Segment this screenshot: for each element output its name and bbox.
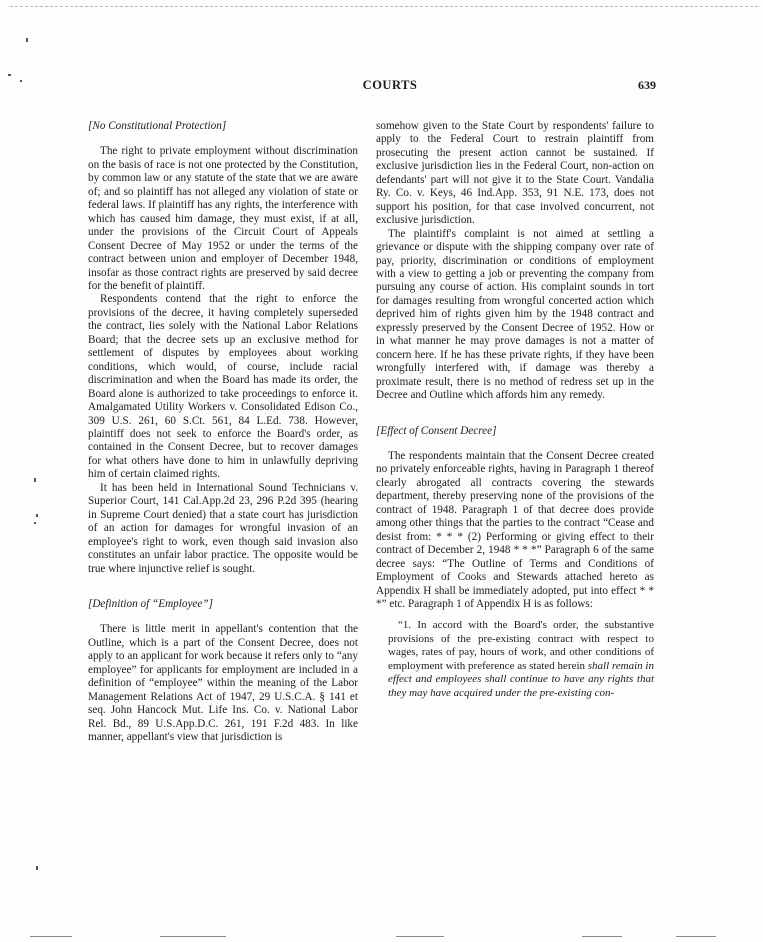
- scan-mark: [34, 522, 36, 524]
- paragraph: The respondents maintain that the Consent Decree created no privately enforceable rights, having in Paragraph 1 thereof clearly abrogated all contracts covering the stewards department, thereby preserving none of the provisions of the contract of 1948. Paragraph 1 of that decree does provide among other things that the parties to the contract “Cease and desist from: * * * (2) Performing or giving effect to their contract of December 2, 1948 * * *” Paragraph 6 of the same decree says: “The Outline of Terms and Conditions of Employment of Cooks and Stewards attached hereto as Appendix H shall be immediately adopted, put into effect * * *” etc. Paragraph 1 of Appendix H is as follows:: [376, 449, 654, 610]
- bottom-rule: [160, 936, 226, 937]
- left-column: [88, 120, 358, 744]
- section-heading-effect-of-consent-decree: [Effect of Consent Decree]: [376, 424, 497, 437]
- running-header-title: COURTS: [362, 78, 418, 92]
- bottom-rule: [396, 936, 444, 937]
- paragraph: Respondents contend that the right to enforce the provisions of the decree, it having completely superseded the contract, lies solely with the National Labor Relations Board; that the decree sets up an exclusive method for settlement of disputes by employees about working conditions, which would, of course, include racial discrimination and when the Board has made its order, the Board alone is authorized to take proceedings to enforce it. Amalgamated Utility Workers v. Consolidated Edison Co., 309 U.S. 261, 60 S.Ct. 561, 84 L.Ed. 738. However, plaintiff does not seek to enforce the Board's order, as contained in the Consent Decree, but to recover damages for what others have done to him in unlawfully depriving him of certain claimed rights.: [88, 293, 358, 481]
- block-quote-italic-text: shall remain in effect and employees shall continue to have any rights that they may have acquired under the pre-existing con-: [388, 659, 654, 699]
- paragraph: There is little merit in appellant's contention that the Outline, which is a part of the Consent Decree, does not apply to an applicant for work because it refers only to “any employee” for applicants for employment are included in a definition of “employee” within the meaning of the Labor Management Relations Act of 1947, 29 U.S.C.A. § 141 et seq. John Hancock Mut. Life Ins. Co. v. National Labor Rel. Bd., 89 U.S.App.D.C. 261, 191 F.2d 483. In like manner, appellant's view that jurisdiction is: [88, 623, 358, 744]
- scan-mark: [26, 38, 28, 42]
- scan-mark: [20, 80, 22, 82]
- paragraph: The plaintiff's complaint is not aimed at settling a grievance or dispute with the shipping company over rate of pay, priority, discrimination or conditions of employment with a view to getting a job or preventing the company from pursuing any course of action. His complaint sounds in tort for damages resulting from wrongful concerted action which deprived him of rights given him by the 1948 contract and expressly preserved by the Consent Decree of 1952. How or in what manner he may prove damages is not a matter of concern here. If he has these private rights, if they have been wrongfully interfered with, if damage was thereby a proximate result, there is no method of redress set up in the Decree and Outline which affords him any remedy.: [376, 227, 654, 402]
- bottom-rule: [676, 936, 716, 937]
- page-number: 639: [638, 78, 656, 92]
- top-dashed-rule: [10, 6, 758, 7]
- scan-mark: [34, 478, 36, 482]
- bottom-rule: [582, 936, 622, 937]
- section-heading-no-constitutional-protection: [No Constitutional Protection]: [88, 120, 227, 132]
- scan-mark: [36, 866, 38, 870]
- block-quote-text: “1. In accord with the Board's order, the substantive provisions of the pre-existing contract with respect to wages, rates of pay, hours of work, and other conditions of employment with preference as stated herein: [388, 619, 654, 672]
- paragraph: somehow given to the State Court by respondents' failure to apply to the Federal Court to restrain plaintiff from prosecuting the present action cannot be sustained. If exclusive jurisdiction lies in the Federal Court, non-action on defendants' part will not give it to the State Court. Vandalia Ry. Co. v. Keys, 46 Ind.App. 353, 91 N.E. 173, does not support his position, for that case involved concurrent, not exclusive jurisdiction.: [376, 120, 654, 227]
- section-heading-definition-of-employee: [Definition of “Employee”]: [88, 597, 213, 610]
- paragraph: It has been held in International Sound Technicians v. Superior Court, 141 Cal.App.2d 23, 296 P.2d 395 (hearing in Supreme Court denied) that a state court has jurisdiction of an action for damages for wrongful invasion of an employee's right to work, even though said invasion also constitutes an unfair labor practice. The opposite would be true where injunctive relief is sought.: [88, 481, 358, 575]
- bottom-rule: [30, 936, 72, 937]
- right-column: [376, 120, 654, 700]
- scan-mark: [36, 514, 38, 517]
- scan-mark: [8, 74, 11, 76]
- block-quote: [388, 619, 654, 700]
- paragraph: The right to private employment without discrimination on the basis of race is not one protected by the Constitution, by common law or any statute of the state that we are aware of; and so plaintiff has not alleged any violation of state or federal laws. If plaintiff has any rights, the interference with which has caused him damage, they must exist, if at all, under the provisions of the Circuit Court of Appeals Consent Decree of May 1952 or under the terms of the contract between union and employer of December 1948, insofar as those contract rights are preserved by said decree for the benefit of plaintiff.: [88, 145, 358, 292]
